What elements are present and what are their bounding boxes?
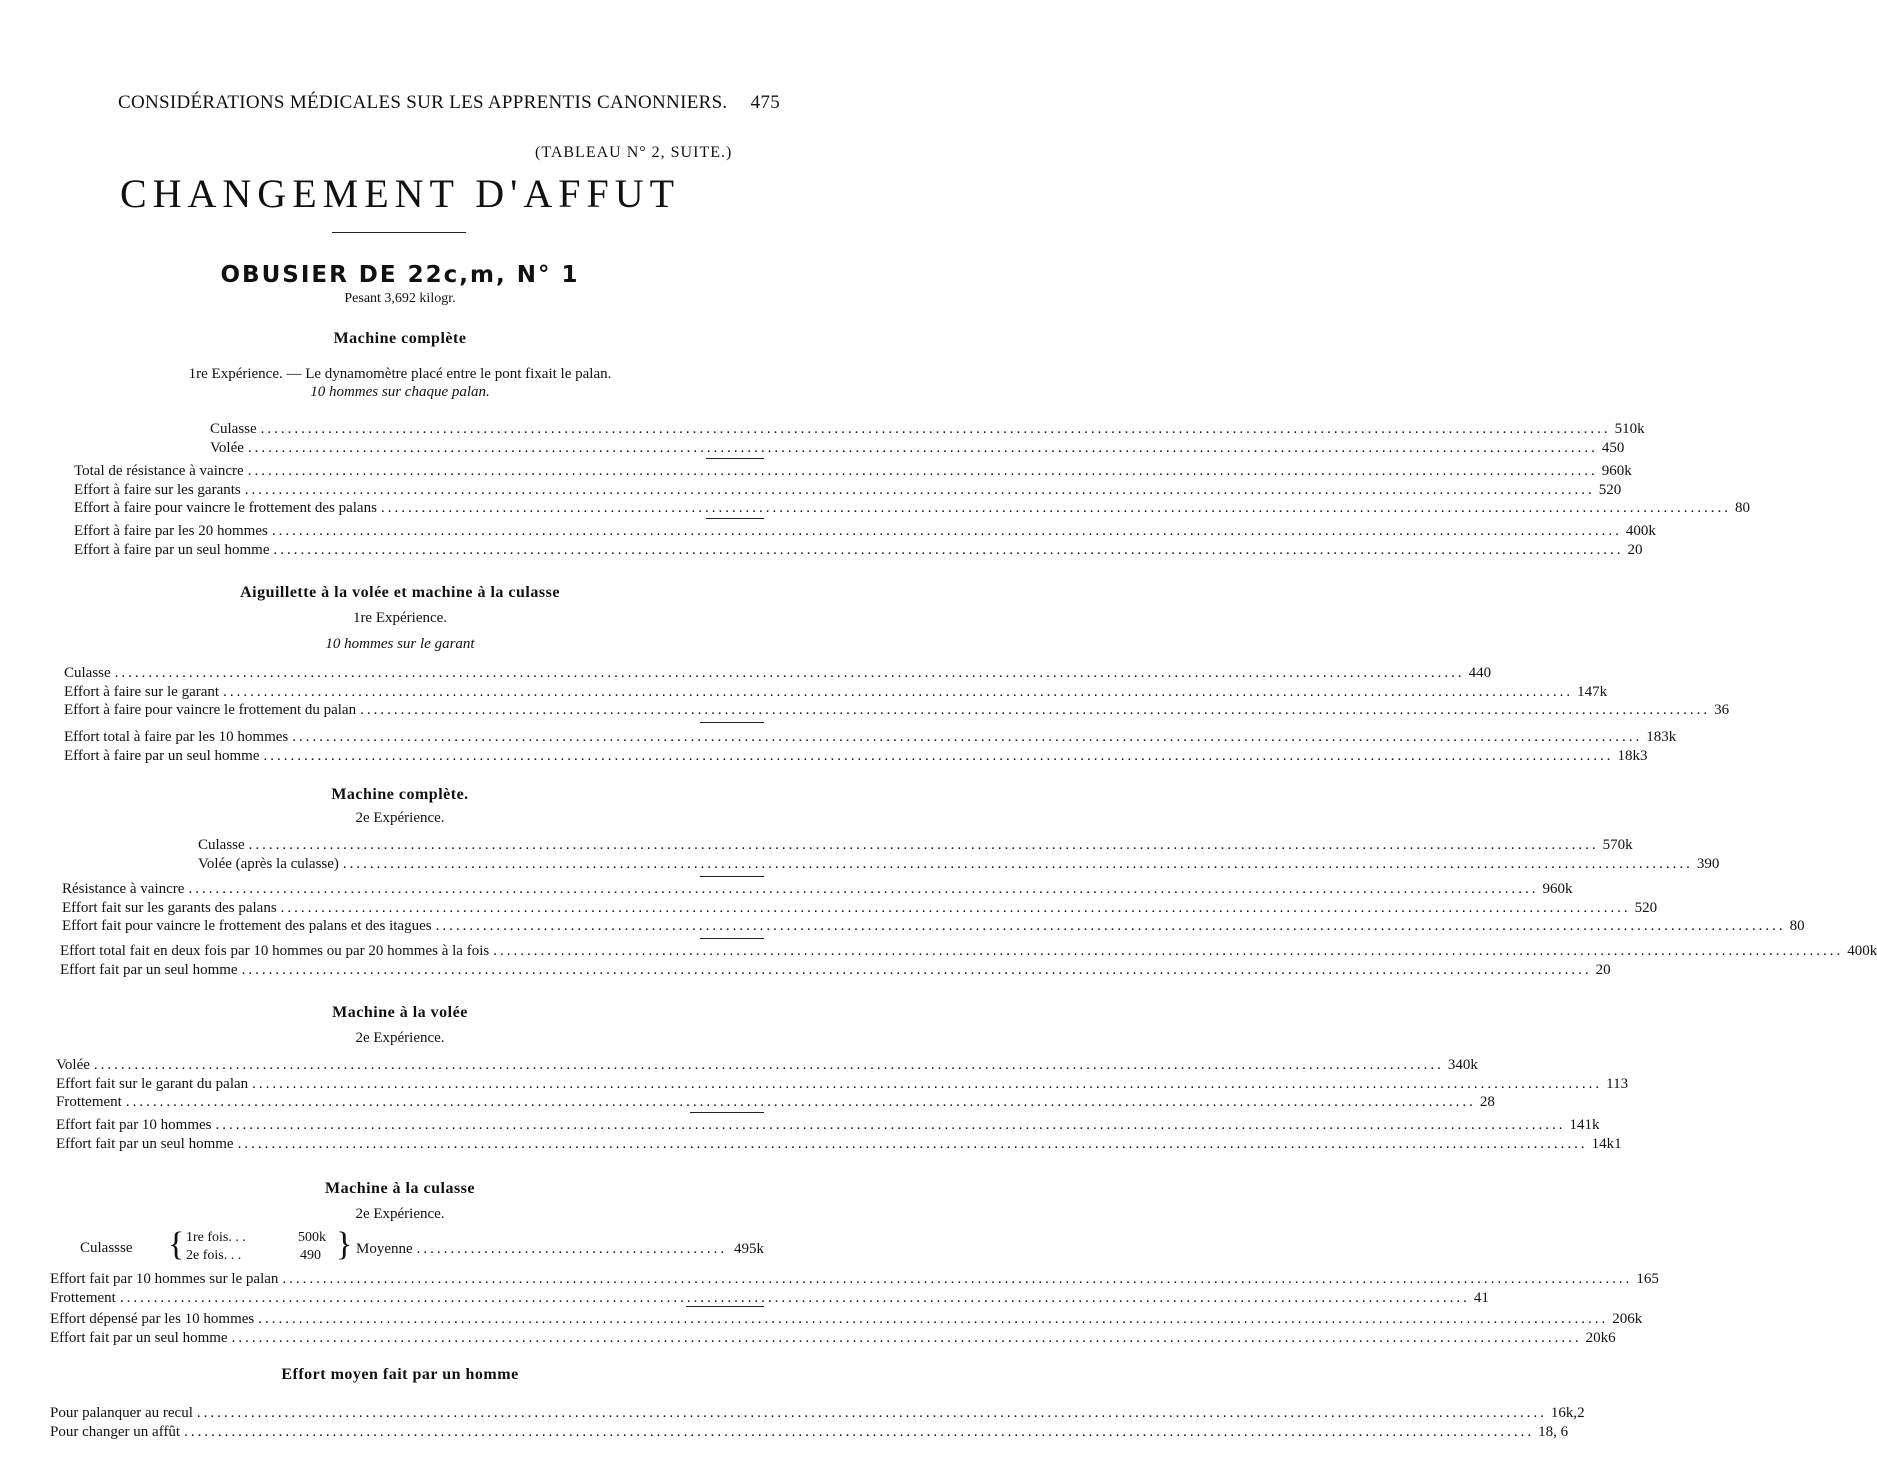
section-2-experience: 1re Expérience. [352, 610, 448, 626]
row-value: 36 [1714, 702, 1730, 718]
row-label: Volée (après la culasse) [198, 855, 339, 872]
row-label: Effort à faire sur le garant [64, 683, 220, 700]
weight-line: Pesant 3,692 kilogr. [344, 291, 456, 306]
row-value: 510k [1614, 421, 1645, 437]
row-value: 960k [1542, 881, 1573, 897]
leader-dots: ........................................................................................................................................................................................................ [263, 747, 1614, 764]
leader-row [74, 499, 1750, 517]
row-label: Total de résistance à vaincre [74, 463, 244, 479]
section-2-hommes: 10 hommes sur le garant [325, 636, 475, 652]
row-value: 20 [1595, 961, 1611, 978]
fois-1-value: 500k [298, 1230, 326, 1245]
leader-dots: ........................................................................................................................................................................................................ [247, 463, 1598, 479]
row-label: Frottement [56, 1094, 122, 1110]
leader-dots: ........................................................................................................................................................................................................ [184, 1423, 1535, 1440]
leader-row [50, 1329, 1616, 1347]
leader-row [56, 1075, 1629, 1093]
leader-row [56, 1135, 1622, 1153]
section-2-title: Aiguillette à la volée et machine à la culasse [240, 584, 560, 601]
leader-row [56, 1056, 1478, 1074]
row-label: Effort fait pour vaincre le frottement des palans et des itagues [62, 918, 432, 934]
row-label: Effort fait par 10 hommes sur le palan [50, 1271, 279, 1287]
leader-row [62, 899, 1658, 917]
row-label: Effort fait par 10 hommes [56, 1117, 212, 1133]
row-value: 440 [1468, 665, 1492, 681]
leader-dots: ........................................................................................................................................................................................................ [493, 943, 1844, 959]
moyenne-row [356, 1240, 764, 1258]
leader-dots: ........................................................................................................................................................................................................ [215, 1117, 1566, 1133]
row-value: 20 [1627, 541, 1643, 558]
leader-dots: ........................................................................................................................................................................................................ [273, 541, 1624, 558]
leader-row [50, 1404, 1585, 1422]
rule [706, 518, 764, 519]
row-label: Pour changer un affût [50, 1423, 181, 1440]
leader-row [74, 522, 1656, 540]
leader-row [60, 961, 1611, 979]
row-label: Effort total à faire par les 10 hommes [64, 729, 289, 745]
leader-row [64, 664, 1492, 682]
leader-dots: ........................................................................................................................................................................................................ [282, 1271, 1633, 1287]
leader-dots: ........................................................................................................................................................................................................ [258, 1311, 1609, 1327]
leader-dots: ........................................................................................................................................................................................................ [252, 1075, 1603, 1092]
leader-dots: ........................................................................................................................................................................................................ [435, 918, 1786, 934]
moyenne-value: 495k [734, 1241, 764, 1257]
row-label: Effort à faire sur les garants [74, 481, 241, 498]
row-value: 147k [1577, 683, 1608, 700]
leader-row [56, 1093, 1495, 1111]
row-value: 400k [1625, 523, 1656, 539]
leader-row [198, 855, 1720, 873]
leader-row [64, 683, 1608, 701]
section-4-experience: 2e Expérience. [355, 1030, 445, 1046]
leader-dots: ........................................................................................................................................................................................................ [380, 500, 1731, 516]
fois-2-value: 490 [300, 1248, 321, 1263]
leader-dots: ........................................................................................................................................................................................................ [271, 523, 1622, 539]
leader-dots: ........................................................................................................................................................................................................ [196, 1405, 1547, 1421]
row-value: 400k [1847, 943, 1877, 959]
page-title: CHANGEMENT D'AFFUT [119, 171, 681, 216]
row-value: 28 [1479, 1094, 1495, 1110]
leader-dots: ........................................................................................................................................................................................................ [114, 665, 1465, 681]
row-value: 41 [1473, 1289, 1489, 1306]
row-label: Culasse [210, 421, 257, 437]
row-label: Volée [210, 439, 244, 456]
leader-row [64, 747, 1648, 765]
rule [700, 876, 764, 877]
leader-row [210, 420, 1645, 438]
row-label: Effort à faire pour vaincre le frottement du palan [64, 702, 357, 718]
section-1-experience: 1re Expérience. — Le dynamomètre placé entre le pont fixait le palan. [188, 366, 612, 382]
leader-row [74, 481, 1622, 499]
section-3-experience: 2e Expérience. [355, 810, 445, 826]
row-label: Volée [56, 1057, 90, 1073]
leader-dots: ........................................................................................................................................................................................................ [244, 481, 1595, 498]
right-brace: } [336, 1226, 353, 1263]
table-reference: (TABLEAU N° 2, SUITE.) [535, 144, 733, 161]
row-label: Effort à faire par un seul homme [64, 747, 260, 764]
row-label: Effort à faire par un seul homme [74, 541, 270, 558]
leader-dots: ........................................................................................................................................................................................................ [237, 1135, 1588, 1152]
left-brace: { [168, 1226, 185, 1263]
row-label: Effort à faire par les 20 hommes [74, 523, 268, 539]
fois-1: 1re fois. . . [186, 1230, 246, 1245]
page-number: 475 [750, 92, 780, 113]
row-label: Effort à faire pour vaincre le frottement des palans [74, 500, 377, 516]
title-rule [332, 232, 466, 233]
row-value: 80 [1734, 500, 1750, 516]
leader-row [50, 1289, 1489, 1307]
row-value: 570k [1602, 837, 1633, 853]
row-value: 520 [1598, 481, 1622, 498]
leader-dots: ........................................................................................................................................................................................................ [223, 683, 1574, 700]
row-value: 141k [1569, 1117, 1600, 1133]
row-label: Culasse [64, 665, 111, 681]
row-label: Effort fait par un seul homme [56, 1135, 234, 1152]
leader-dots: ........................................................................................................................................................................................................ [119, 1289, 1470, 1306]
row-value: 206k [1612, 1311, 1643, 1327]
leader-row [50, 1270, 1659, 1288]
row-value: 340k [1447, 1057, 1478, 1073]
row-label: Pour palanquer au recul [50, 1405, 193, 1421]
leader-dots: ........................................................................................................................................................................................................ [248, 837, 1599, 853]
row-label: Effort dépensé par les 10 hommes [50, 1311, 255, 1327]
fois-2: 2e fois. . . [186, 1248, 242, 1263]
row-value: 18k3 [1617, 747, 1648, 764]
leader-dots: .............................................. [416, 1241, 728, 1257]
leader-row [74, 462, 1632, 480]
section-6-title: Effort moyen fait par un homme [281, 1366, 519, 1383]
row-value: 14k1 [1591, 1135, 1622, 1152]
section-1-hommes: 10 hommes sur chaque palan. [310, 384, 490, 400]
row-label: Effort total fait en deux fois par 10 hommes ou par 20 hommes à la fois [60, 943, 490, 959]
leader-row [210, 439, 1625, 457]
leader-dots: ........................................................................................................................................................................................................ [231, 1329, 1582, 1346]
section-5-title: Machine à la culasse [325, 1180, 475, 1197]
culasse-label: Culassse [80, 1240, 133, 1256]
running-header [118, 92, 780, 114]
moyenne-label: Moyenne [356, 1241, 413, 1257]
leader-dots: ........................................................................................................................................................................................................ [292, 729, 1643, 745]
section-5-experience: 2e Expérience. [355, 1206, 445, 1222]
leader-row [64, 728, 1677, 746]
row-value: 183k [1646, 729, 1677, 745]
row-value: 450 [1601, 439, 1625, 456]
leader-row [74, 541, 1643, 559]
row-label: Effort fait par un seul homme [50, 1329, 228, 1346]
row-label: Culasse [198, 837, 245, 853]
leader-dots: ........................................................................................................................................................................................................ [93, 1057, 1444, 1073]
leader-row [62, 880, 1573, 898]
rule [690, 1112, 764, 1113]
obusier-heading: OBUSIER DE 22c,m, N° 1 [220, 262, 580, 288]
leader-row [50, 1423, 1569, 1441]
row-label: Frottement [50, 1289, 116, 1306]
rule [706, 458, 764, 459]
section-3-title: Machine complète. [331, 786, 469, 803]
row-label: Effort fait par un seul homme [60, 961, 238, 978]
rule [686, 1306, 764, 1307]
culasse-brace-block [80, 1226, 764, 1270]
leader-row [56, 1116, 1600, 1134]
leader-dots: ........................................................................................................................................................................................................ [241, 961, 1592, 978]
leader-dots: ........................................................................................................................................................................................................ [280, 899, 1631, 916]
leader-row [50, 1310, 1643, 1328]
row-label: Effort fait sur le garant du palan [56, 1075, 249, 1092]
running-title: CONSIDÉRATIONS MÉDICALES SUR LES APPRENTIS CANONNIERS. [118, 92, 728, 113]
leader-dots: ........................................................................................................................................................................................................ [247, 439, 1598, 456]
leader-dots: ........................................................................................................................................................................................................ [342, 855, 1693, 872]
row-value: 960k [1601, 463, 1632, 479]
leader-row [60, 942, 1877, 960]
leader-dots: ........................................................................................................................................................................................................ [260, 421, 1611, 437]
rule [700, 722, 764, 723]
row-value: 20k6 [1585, 1329, 1616, 1346]
leader-dots: ........................................................................................................................................................................................................ [188, 881, 1539, 897]
row-value: 520 [1634, 899, 1658, 916]
leader-row [198, 836, 1633, 854]
row-value: 113 [1606, 1075, 1629, 1092]
row-value: 80 [1789, 918, 1805, 934]
row-value: 165 [1636, 1271, 1659, 1287]
rule [700, 938, 764, 939]
leader-dots: ........................................................................................................................................................................................................ [360, 702, 1711, 718]
row-label: Résistance à vaincre [62, 881, 185, 897]
row-value: 18, 6 [1538, 1423, 1569, 1440]
section-1-title: Machine complète [333, 330, 467, 347]
row-label: Effort fait sur les garants des palans [62, 899, 277, 916]
leader-dots: ........................................................................................................................................................................................................ [125, 1094, 1476, 1110]
row-value: 390 [1696, 855, 1720, 872]
row-value: 16k,2 [1550, 1405, 1585, 1421]
leader-row [62, 917, 1805, 935]
leader-row [64, 701, 1730, 719]
section-4-title: Machine à la volée [332, 1004, 468, 1021]
